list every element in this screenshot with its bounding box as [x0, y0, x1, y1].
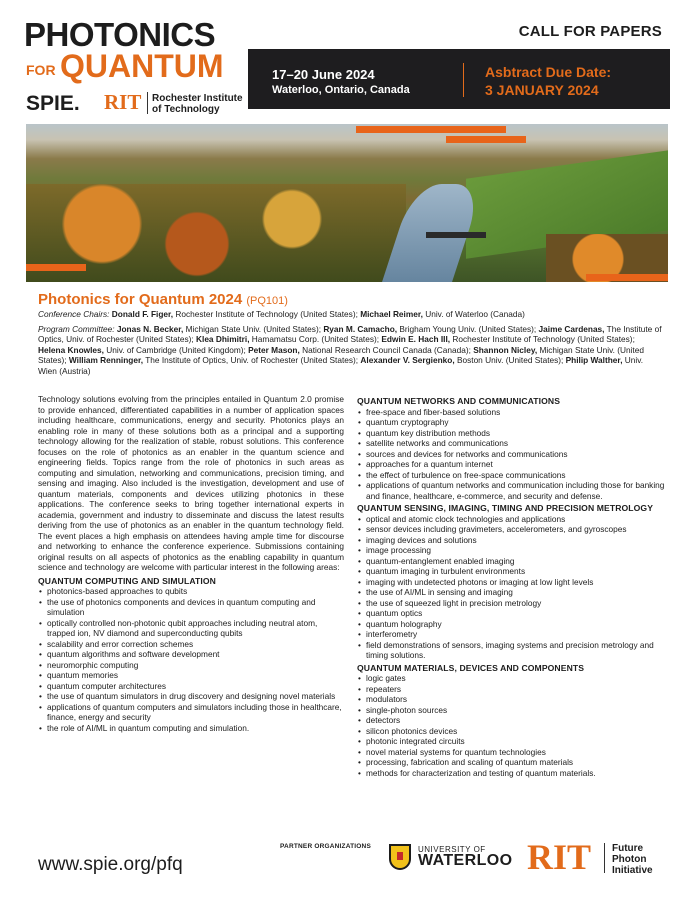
- list-item: • logic gates: [357, 673, 669, 684]
- member-name: Jaime Cardenas,: [538, 324, 605, 334]
- list-item: • photonics-based approaches to qubits: [38, 586, 344, 597]
- photo-accent-bar: [586, 274, 668, 281]
- member-affiliation: Brigham Young Univ. (United States);: [397, 324, 539, 334]
- chair-name: Michael Reimer,: [360, 309, 423, 319]
- photo-accent-bar: [446, 136, 526, 143]
- list-item: • the effect of turbulence on free-space communications: [357, 470, 669, 481]
- list-item: • interferometry: [357, 629, 669, 640]
- list-item: • neuromorphic computing: [38, 660, 344, 671]
- list-item: • field demonstrations of sensors, imaging systems and precision metrology and timing solutions.: [357, 640, 669, 661]
- member-affiliation: The Institute of Optics, Univ. of Rochester (United States);: [143, 355, 361, 366]
- call-for-papers: CALL FOR PAPERS: [518, 23, 662, 40]
- logo-quantum: QUANTUM: [60, 48, 224, 84]
- list-item: • quantum memories: [38, 670, 344, 681]
- list-item: • quantum algorithms and software development: [38, 649, 344, 660]
- list-item: • image processing: [357, 545, 669, 556]
- list-item: • photonic integrated circuits: [357, 736, 669, 747]
- member-name: Klea Dhimitri,: [196, 334, 250, 345]
- conference-chairs: [38, 309, 663, 319]
- list-item: • scalability and error correction schemes: [38, 639, 344, 650]
- list-item: • quantum optics: [357, 608, 669, 619]
- list-item: • the role of AI/ML in quantum computing and simulation.: [38, 723, 344, 734]
- list-item: • optical and atomic clock technologies and applications: [357, 514, 669, 525]
- member-name: Edwin E. Hach III,: [381, 334, 451, 345]
- due-date: 3 JANUARY 2024: [485, 82, 599, 98]
- due-date-label: Asbtract Due Date:: [485, 64, 612, 80]
- event-dates: 17–20 June 2024: [272, 67, 375, 82]
- spie-logo: SPIE.: [26, 92, 80, 115]
- rit-name-line2: of Technology: [152, 104, 220, 115]
- member-affiliation: National Research Council Canada (Canada);: [299, 344, 474, 355]
- conference-code: (PQ101): [246, 295, 288, 307]
- list-item: • quantum imaging in turbulent environments: [357, 566, 669, 577]
- member-name: William Renninger,: [68, 355, 144, 366]
- chair-name: Donald F. Figer,: [111, 309, 174, 319]
- list-item: • applications of quantum computers and simulators including those in healthcare, finance, energy and security: [38, 702, 344, 723]
- logo-photonics: PHOTONICS: [24, 16, 216, 53]
- list-item: • methods for characterization and testing of quantum materials.: [357, 768, 669, 779]
- member-name: Philip Walther,: [565, 355, 623, 366]
- member-affiliation: The Institute of Optics, Univ. of Rochester (United States);: [38, 324, 662, 345]
- website-url[interactable]: www.spie.org/pfq: [38, 854, 183, 875]
- section-title-networks: QUANTUM NETWORKS AND COMMUNICATIONS: [357, 396, 561, 406]
- list-item: • quantum key distribution methods: [357, 428, 669, 439]
- list-item: • silicon photonics devices: [357, 726, 669, 737]
- conference-title-text: Photonics for Quantum 2024: [38, 291, 243, 308]
- member-affiliation: Univ. Wien (Austria): [38, 355, 644, 376]
- member-name: Peter Mason,: [248, 344, 300, 355]
- list-item: • repeaters: [357, 684, 669, 695]
- list-item: • imaging devices and solutions: [357, 535, 669, 546]
- list-item: • imaging with undetected photons or imaging at low light levels: [357, 577, 669, 588]
- member-affiliation: Univ. of Cambridge (United Kingdom);: [103, 344, 249, 355]
- fpi-line2: Photon: [612, 854, 647, 865]
- committee-label: Program Committee:: [38, 324, 115, 334]
- list-item: • detectors: [357, 715, 669, 726]
- member-affiliation: Rochester Institute of Technology (United States);: [450, 334, 635, 345]
- section-title-sensing: QUANTUM SENSING, IMAGING, TIMING AND PRECISION METROLOGY: [357, 503, 654, 513]
- waterloo-logo-text: WATERLOO: [418, 852, 513, 869]
- list-item: • satellite networks and communications: [357, 438, 669, 449]
- list-item: • the use of quantum simulators in drug discovery and designing novel materials: [38, 691, 344, 702]
- list-item: • single-photon sources: [357, 705, 669, 716]
- list-item: • quantum holography: [357, 619, 669, 630]
- rit-logo: RIT: [104, 90, 142, 114]
- conference-title: [38, 291, 288, 308]
- member-name: Helena Knowles,: [38, 344, 104, 355]
- member-name: Shannon Nicley,: [473, 344, 538, 355]
- list-item: • quantum-entanglement enabled imaging: [357, 556, 669, 567]
- member-name: Jonas N. Becker,: [116, 324, 184, 334]
- event-location: Waterloo, Ontario, Canada: [272, 84, 410, 96]
- member-affiliation: Michigan State Univ. (United States);: [38, 344, 644, 366]
- list-item: • modulators: [357, 694, 669, 705]
- list-item: • optically controlled non-photonic qubit approaches including neutral atom, trapped ion, NV diamond and superconducting qubits: [38, 618, 344, 639]
- member-name: Ryan M. Camacho,: [323, 324, 398, 334]
- list-item: • sources and devices for networks and communications: [357, 449, 669, 460]
- list-item: • sensor devices including gravimeters, accelerometers, and gyroscopes: [357, 524, 669, 535]
- rit-name-line1: Rochester Institute: [152, 93, 243, 104]
- list-item: • approaches for a quantum internet: [357, 459, 669, 470]
- program-committee: [38, 324, 663, 376]
- chairs-label: Conference Chairs:: [38, 309, 110, 319]
- chair-affiliation: Univ. of Waterloo (Canada): [422, 309, 525, 319]
- member-name: Alexander V. Sergienko,: [360, 355, 455, 366]
- member-affiliation: Michigan State Univ. (United States);: [183, 324, 324, 334]
- list-item: • novel material systems for quantum technologies: [357, 747, 669, 758]
- list-item: • quantum computer architectures: [38, 681, 344, 692]
- rit-logo-divider: [147, 92, 148, 114]
- list-item: • the use of squeezed light in precision metrology: [357, 598, 669, 609]
- rit-name: [152, 93, 243, 115]
- list-item: • the use of photonics components and devices in quantum computing and simulation: [38, 597, 344, 618]
- section-title-materials: QUANTUM MATERIALS, DEVICES AND COMPONENTS: [357, 662, 585, 673]
- list-materials: [357, 673, 669, 778]
- landscape-photo: [26, 124, 668, 282]
- fpi-line1: Future: [612, 843, 644, 854]
- fpi-line3: Initiative: [612, 865, 653, 876]
- list-item: • applications of quantum networks and communication including those for banking and finance, healthcare, e-commerce, and security and defense.: [357, 480, 669, 501]
- section-title-computing: QUANTUM COMPUTING AND SIMULATION: [38, 575, 216, 586]
- chair-affiliation: Rochester Institute of Technology (United States);: [173, 309, 361, 319]
- photo-bridge: [426, 232, 486, 238]
- left-column: [38, 394, 344, 733]
- rit-partner-logo: RIT: [527, 837, 592, 877]
- waterloo-small-text: UNIVERSITY OF: [418, 845, 486, 854]
- list-sensing: [357, 514, 669, 661]
- logo-for: FOR: [26, 62, 56, 78]
- list-item: • free-space and fiber-based solutions: [357, 407, 669, 418]
- intro-paragraph: Technology solutions evolving from the principles entailed in Quantum 2.0 promise to provide enhanced, differentiated capabilities in a number of application spaces including healthcare, communications, energy and security. Photonics plays an enabling role in many of these solutions both as a principal and a supporting technology allowing for the realization of stable, robust solutions. This conference focuses on the role of photonics as an enabler in the quantum science and engineering fields. Topics range from the role of photonics in such areas as computing and simulation, networking and communications, precision timing, and sensing and imaging. Also included is the investigation, development and use of quantum materials, components and devices utilizing photonics in these applications. The conference seeks to bring together international experts in academia, government and industry to disseminate and discuss the latest results deriving from the use of photonics as an enabler in the quantum technology field. The event places a high emphasis on attendees having ample time for discourse and networking to enhance the conference experience. Submissions containing original results on all aspects of photonics as the enabling capability in quantum science and technology are welcome with particular interest in the following areas:: [38, 394, 344, 572]
- future-photon-initiative: [612, 843, 653, 876]
- list-item: • processing, fabrication and scaling of quantum materials: [357, 757, 669, 768]
- member-affiliation: Boston Univ. (United States);: [454, 355, 566, 366]
- list-item: • quantum cryptography: [357, 417, 669, 428]
- photo-accent-bar: [356, 126, 506, 133]
- list-networks: [357, 407, 669, 502]
- list-computing: [38, 586, 344, 733]
- banner-separator: [463, 63, 464, 97]
- list-item: • the use of AI/ML in sensing and imaging: [357, 587, 669, 598]
- partner-organizations-label: PARTNER ORGANIZATIONS: [280, 843, 371, 850]
- right-column: [357, 394, 669, 778]
- rit-partner-divider: [604, 843, 605, 873]
- member-affiliation: Hamamatsu Corp. (United States);: [249, 334, 382, 345]
- waterloo-shield-icon: [389, 844, 411, 870]
- photo-accent-bar: [26, 264, 86, 271]
